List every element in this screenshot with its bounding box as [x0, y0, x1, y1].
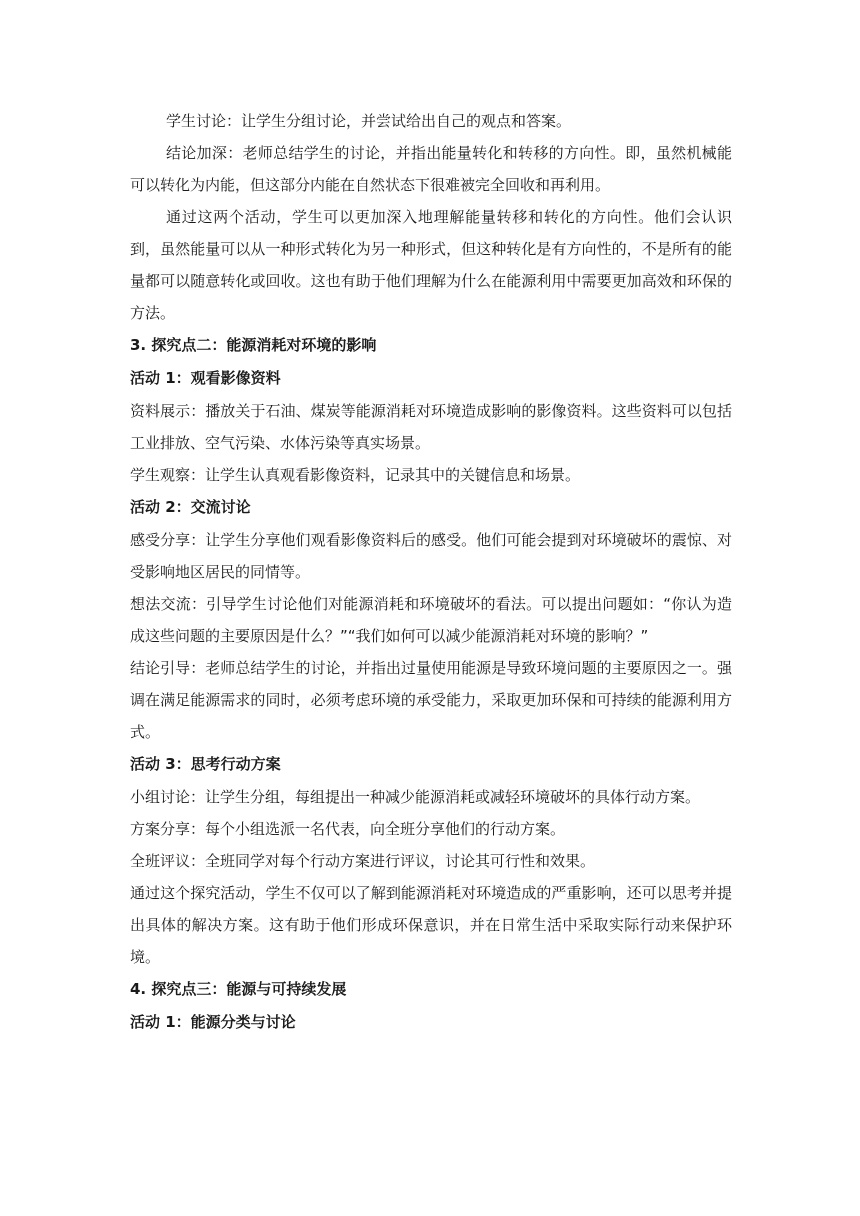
activity-heading-3-3: 活动 3：思考行动方案: [130, 755, 281, 773]
paragraph-summary: 通过这两个活动，学生可以更加深入地理解能量转移和转化的方向性。他们会认识到，虽然能量可以从一种形式转化为另一种形式，但这种转化是有方向性的，不是所有的能量都可以随意转化或回收。这也有助于他们理解为什么在能源利用中需要更加高效和环保的方法。: [130, 208, 732, 322]
paragraph-conclusion-guide: 结论引导：老师总结学生的讨论，并指出过量使用能源是导致环境问题的主要原因之一。强调在满足能源需求的同时，必须考虑环境的承受能力，采取更加环保和可持续的能源利用方式。: [130, 659, 732, 741]
paragraph-material-display: 资料展示：播放关于石油、煤炭等能源消耗对环境造成影响的影像资料。这些资料可以包括工业排放、空气污染、水体污染等真实场景。: [130, 402, 732, 452]
activity-heading-3-1: 活动 1：观看影像资料: [130, 369, 281, 387]
document-body: [130, 105, 732, 1039]
section-heading-4: 4. 探究点三：能源与可持续发展: [130, 980, 347, 998]
section-heading-3: 3. 探究点二：能源消耗对环境的影响: [130, 336, 377, 354]
paragraph-group-discussion: 小组讨论：让学生分组，每组提出一种减少能源消耗或减轻环境破坏的具体行动方案。: [130, 788, 701, 806]
paragraph-idea-exchange: 想法交流：引导学生讨论他们对能源消耗和环境破坏的看法。可以提出问题如：“你认为造成这些问题的主要原因是什么？”“我们如何可以减少能源消耗对环境的影响？”: [130, 595, 732, 645]
activity-heading-3-2: 活动 2：交流讨论: [130, 498, 251, 516]
paragraph-conclusion-deepen: 结论加深：老师总结学生的讨论，并指出能量转化和转移的方向性。即，虽然机械能可以转化为内能，但这部分内能在自然状态下很难被完全回收和再利用。: [130, 144, 732, 194]
paragraph-feeling-share: 感受分享：让学生分享他们观看影像资料后的感受。他们可能会提到对环境破坏的震惊、对受影响地区居民的同情等。: [130, 531, 732, 581]
paragraph-student-discussion: 学生讨论：让学生分组讨论，并尝试给出自己的观点和答案。: [166, 112, 572, 130]
activity-heading-4-1: 活动 1：能源分类与讨论: [130, 1013, 296, 1031]
paragraph-plan-share: 方案分享：每个小组选派一名代表，向全班分享他们的行动方案。: [130, 820, 566, 838]
paragraph-class-review: 全班评议：全班同学对每个行动方案进行评议，讨论其可行性和效果。: [130, 852, 596, 870]
paragraph-activity-summary: 通过这个探究活动，学生不仅可以了解到能源消耗对环境造成的严重影响，还可以思考并提出具体的解决方案。这有助于他们形成环保意识，并在日常生活中采取实际行动来保护环境。: [130, 884, 732, 966]
paragraph-student-observation: 学生观察：让学生认真观看影像资料，记录其中的关键信息和场景。: [130, 466, 581, 484]
